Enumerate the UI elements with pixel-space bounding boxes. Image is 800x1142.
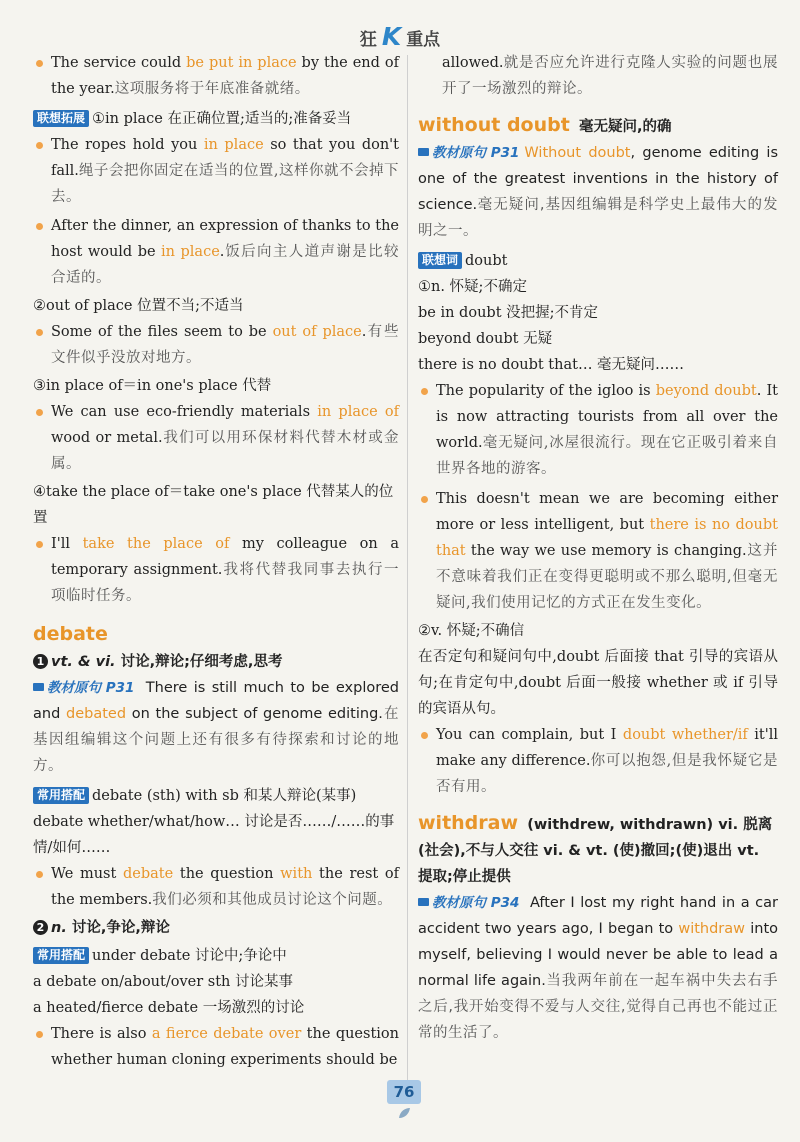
tag-label: 常用搭配 — [33, 947, 89, 964]
source-tag: 教材原句 P31 — [418, 140, 519, 166]
left-column — [33, 50, 399, 1073]
book-icon — [418, 898, 429, 906]
association-line: 联想拓展 ①in place 在正确位置;适当的;准备妥当 — [33, 106, 399, 132]
phrase-line: ②v. 怀疑;不确信 — [418, 623, 525, 639]
header-right: 重点 — [406, 30, 441, 50]
headword-without-doubt: without doubt — [418, 114, 570, 136]
example-item: You can complain, but I doubt whether/if it'll make any difference.你可以抱怨,但是我怀疑它是否有用。 — [418, 722, 778, 800]
sense-number: 1 — [33, 654, 48, 669]
sense-line: 1 vt. & vi. 讨论,辩论;仔细考虑,思考 — [33, 649, 399, 675]
example-item: This doesn't mean we are becoming either more or less intelligent, but there is no doubt that the way we use memory is changing.这并不意味着我们正在变得更聪明或不那么聪明,但毫无疑问,我们使用记忆的方式正在发生变化。 — [418, 486, 778, 616]
phrase-line: debate whether/what/how… 讨论是否……/……的事情/如何…… — [33, 814, 395, 856]
phrase-line: beyond doubt 无疑 — [418, 331, 553, 347]
example-item: After the dinner, an expression of thanks to the host would be in place.饭后向主人道声谢是比较合适的。 — [33, 213, 399, 291]
leaf-icon — [397, 1106, 411, 1120]
example-item: There is also a fierce debate over the question whether human cloning experiments should be — [33, 1021, 399, 1073]
example-item: The service could be put in place by the end of the year.这项服务将于年底准备就绪。 — [33, 50, 399, 102]
column-divider — [407, 55, 408, 1080]
page-header — [0, 24, 800, 53]
phrase-line: ④take the place of＝take one's place 代替某人的位置 — [33, 484, 394, 526]
headword-debate: debate — [33, 623, 108, 645]
phrase-line: a debate on/about/over sth 讨论某事 — [33, 974, 293, 990]
source-tag: 教材原句 P31 — [33, 675, 134, 701]
headword-line: without doubt 毫无疑问,的确 — [418, 114, 672, 136]
textbook-sentence: 教材原句 P34 After I lost my right hand in a car accident two years ago, I began to withdraw into myself, believing I would never be able to lead a normal life again.当我两年前在一起车祸中失去右手之后,我开始变得不爱与人交往,觉得自己再也不能过正常的生活了。 — [418, 890, 778, 1046]
textbook-sentence: 教材原句 P31 There is still much to be explored and debated on the subject of genome editing.在基因组编辑这个问题上还有很多有待探索和讨论的地方。 — [33, 675, 399, 779]
phrase-line: ③in place of＝in one's place 代替 — [33, 378, 272, 394]
header-k-logo: K — [381, 22, 402, 51]
sense-number: 2 — [33, 920, 48, 935]
phrase-line: ②out of place 位置不当;不适当 — [33, 298, 244, 314]
book-icon — [418, 148, 429, 156]
sense-line: 2 n. 讨论,争论,辩论 — [33, 915, 399, 941]
header-left: 狂 — [359, 30, 377, 50]
phrase-line: be in doubt 没把握;不肯定 — [418, 305, 599, 321]
headword-line: withdraw (withdrew, withdrawn) vi. 脱离(社会),不与人交往 vi. & vt. (使)撤回;(使)退出 vt. 提取;停止提供 — [418, 812, 773, 885]
example-item: We can use eco-friendly materials in place of wood or metal.我们可以用环保材料代替木材或金属。 — [33, 399, 399, 477]
association-line: 联想词 doubt — [418, 248, 778, 274]
continued-example: allowed.就是否应允许进行克隆人实验的问题也展开了一场激烈的辩论。 — [442, 55, 778, 97]
page-number: 76 — [387, 1080, 421, 1104]
tag-label: 常用搭配 — [33, 787, 89, 804]
phrase-line: ①n. 怀疑;不确定 — [418, 279, 527, 295]
headword-withdraw: withdraw — [418, 812, 519, 834]
example-item: We must debate the question with the rest of the members.我们必须和其他成员讨论这个问题。 — [33, 861, 399, 913]
example-item: The popularity of the igloo is beyond doubt. It is now attracting tourists from all over the world.毫无疑问,冰屋很流行。现在它正吸引着来自世界各地的游客。 — [418, 378, 778, 482]
example-item: The ropes hold you in place so that you don't fall.绳子会把你固定在适当的位置,这样你就不会掉下去。 — [33, 132, 399, 210]
tag-label: 联想词 — [418, 252, 462, 269]
example-item: Some of the files seem to be out of place.有些文件似乎没放对地方。 — [33, 319, 399, 371]
collocation-line: 常用搭配 debate (sth) with sb 和某人辩论(某事) — [33, 783, 399, 809]
collocation-line: 常用搭配 under debate 讨论中;争论中 — [33, 943, 399, 969]
phrase-line: there is no doubt that… 毫无疑问…… — [418, 357, 685, 373]
usage-note: 在否定句和疑问句中,doubt 后面接 that 引导的宾语从句;在肯定句中,doubt 后面一般接 whether 或 if 引导的宾语从句。 — [418, 649, 778, 717]
tag-label: 联想拓展 — [33, 110, 89, 127]
textbook-sentence: 教材原句 P31 Without doubt, genome editing is one of the greatest inventions in the history of science.毫无疑问,基因组编辑是科学史上最伟大的发明之一。 — [418, 140, 778, 244]
right-column — [418, 50, 778, 1046]
example-item: I'll take the place of my colleague on a temporary assignment.我将代替我同事去执行一项临时任务。 — [33, 531, 399, 609]
phrase-line: a heated/fierce debate 一场激烈的讨论 — [33, 1000, 305, 1016]
book-icon — [33, 683, 44, 691]
source-tag: 教材原句 P34 — [418, 890, 519, 916]
